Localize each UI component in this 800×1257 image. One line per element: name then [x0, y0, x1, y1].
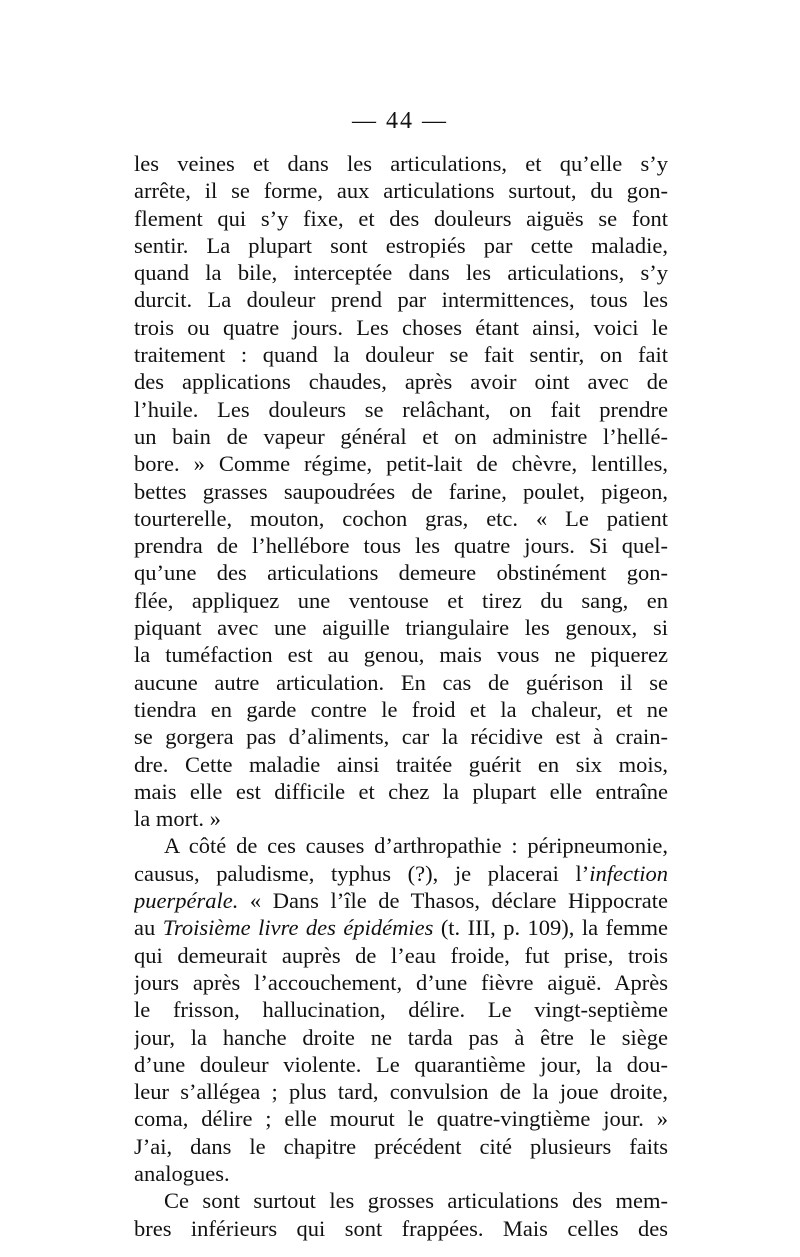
text-line: bettes grasses saupoudrées de farine, poulet, pigeon,	[134, 478, 668, 504]
text-line: trois ou quatre jours. Les choses étant ainsi, voici le	[134, 314, 668, 340]
text-line: mais elle est difficile et chez la plupart elle entraîne	[134, 778, 668, 804]
text-line: flée, appliquez une ventouse et tirez du sang, en	[134, 587, 668, 613]
text-line: leur s’allégea ; plus tard, convulsion de la joue droite,	[134, 1079, 668, 1105]
text-line: prendra de l’hellébore tous les quatre jours. Si quel-	[134, 533, 668, 559]
text-line: jours après l’accouchement, d’une fièvre aiguë. Après	[134, 969, 668, 995]
text-line: bres inférieurs qui sont frappées. Mais celles des	[134, 1215, 668, 1241]
page-number: — 44 —	[352, 108, 448, 134]
text-line: d’une douleur violente. Le quarantième jour, la dou-	[134, 1051, 668, 1077]
text-line: un bain de vapeur général et on administre l’hellé-	[134, 423, 668, 449]
text-line: piquant avec une aiguille triangulaire les genoux, si	[134, 615, 668, 641]
text-line: quand la bile, interceptée dans les articulations, s’y	[134, 260, 668, 286]
text-line-mixed	[134, 887, 668, 914]
text-line: dre. Cette maladie ainsi traitée guérit en six mois,	[134, 751, 668, 777]
text-segment: (t. III, p. 109), la femme	[433, 915, 668, 941]
text-line: coma, délire ; elle mourut le quatre-vingtième jour. »	[134, 1106, 668, 1132]
text-segment: au	[134, 915, 163, 941]
text-line: aucune autre articulation. En cas de guérison il se	[134, 669, 668, 695]
text-line: qu’une des articulations demeure obstinément gon-	[134, 560, 668, 586]
text-line: qui demeurait auprès de l’eau froide, fut prise, trois	[134, 942, 668, 968]
text-line: arrête, il se forme, aux articulations surtout, du gon-	[134, 178, 668, 204]
text-line: flement qui s’y fixe, et des douleurs aiguës se font	[134, 205, 668, 231]
text-segment: « Dans l’île de Thasos, déclare Hippocrate	[238, 888, 668, 914]
body-text	[134, 150, 668, 1242]
text-line-mixed	[134, 914, 668, 941]
text-line: jour, la hanche droite ne tarda pas à être le siège	[134, 1024, 668, 1050]
text-line: le frisson, hallucination, délire. Le vingt-septième	[134, 997, 668, 1023]
text-line: sentir. La plupart sont estropiés par cette maladie,	[134, 232, 668, 258]
text-line-mixed	[134, 860, 668, 887]
text-line: traitement : quand la douleur se fait sentir, on fait	[134, 342, 668, 368]
text-segment: causus, paludisme, typhus (?), je placerai l’	[134, 860, 590, 886]
italic-segment: Troisième livre des épidémies	[162, 915, 434, 941]
text-line: A côté de ces causes d’arthropathie : péripneumonie,	[164, 833, 668, 859]
italic-segment: puerpérale.	[134, 888, 239, 914]
text-line: se gorgera pas d’aliments, car la récidive est à crain-	[134, 724, 668, 750]
text-line: tiendra en garde contre le froid et la chaleur, et ne	[134, 696, 668, 722]
italic-segment: infection	[589, 860, 668, 886]
text-line: tourterelle, mouton, cochon gras, etc. « Le patient	[134, 505, 668, 531]
text-line: J’ai, dans le chapitre précédent cité plusieurs faits	[134, 1133, 668, 1159]
text-line: durcit. La douleur prend par intermittences, tous les	[134, 287, 668, 313]
text-line: la mort. »	[134, 806, 221, 832]
text-line: les veines et dans les articulations, et qu’elle s’y	[134, 151, 668, 176]
text-line: analogues.	[134, 1160, 230, 1186]
text-line: l’huile. Les douleurs se relâchant, on fait prendre	[134, 396, 668, 422]
text-line: bore. » Comme régime, petit-lait de chèvre, lentilles,	[134, 451, 668, 477]
text-line: des applications chaudes, après avoir oint avec de	[134, 369, 668, 395]
text-line: Ce sont surtout les grosses articulations des mem-	[164, 1188, 668, 1214]
text-line: la tuméfaction est au genou, mais vous ne piquerez	[134, 642, 668, 668]
